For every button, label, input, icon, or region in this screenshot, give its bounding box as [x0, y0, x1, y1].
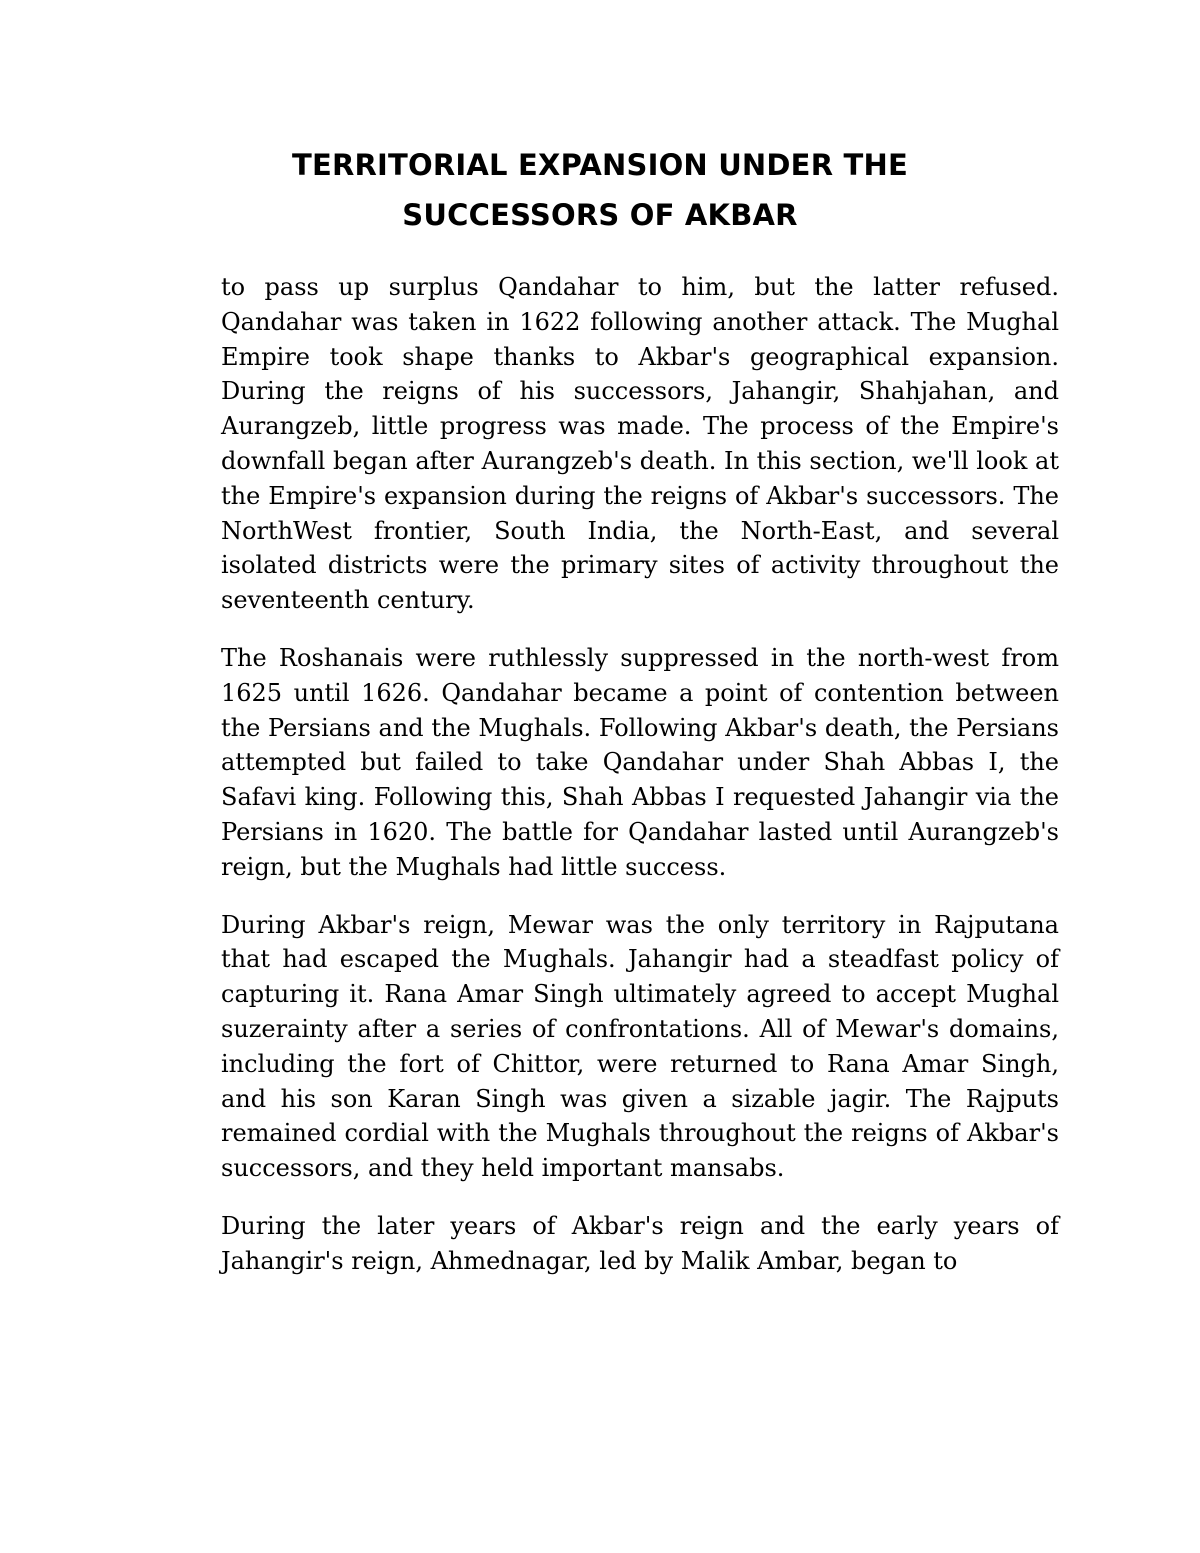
paragraph-2: The Roshanais were ruthlessly suppressed in the north-west from 1625 until 1626. Qandahar became a point of contention between the Persians and the Mughals. Following Akbar's death, the Persians attempted but failed to take Qandahar under Shah Abbas I, the Safavi king. Following this, Shah Abbas I requested Jahangir via the Persians in 1620. The battle for Qandahar lasted until Aurangzeb's reign, but the Mughals had little success. [221, 643, 1059, 881]
page-title [160, 140, 1040, 240]
title-line-1: TERRITORIAL EXPANSION UNDER THE [292, 148, 908, 182]
title-line-2: SUCCESSORS OF AKBAR [402, 198, 798, 232]
body-text [221, 270, 1059, 1302]
paragraph-1: to pass up surplus Qandahar to him, but the latter refused. Qandahar was taken in 1622 following another attack. The Mughal Empire took shape thanks to Akbar's geographical expansion. During the reigns of his successors, Jahangir, Shahjahan, and Aurangzeb, little progress was made. The process of the Empire's downfall began after Aurangzeb's death. In this section, we'll look at the Empire's expansion during the reigns of Akbar's successors. The NorthWest frontier, South India, the North-East, and several isolated districts were the primary sites of activity throughout the seventeenth century. [221, 273, 1059, 615]
paragraph-4: During the later years of Akbar's reign and the early years of Jahangir's reign, Ahmednagar, led by Malik Ambar, began to [221, 1211, 1059, 1275]
paragraph-3: During Akbar's reign, Mewar was the only territory in Rajputana that had escaped the Mughals. Jahangir had a steadfast policy of capturing it. Rana Amar Singh ultimately agreed to accept Mughal suzerainty after a series of confrontations. All of Mewar's domains, including the fort of Chittor, were returned to Rana Amar Singh, and his son Karan Singh was given a sizable jagir. The Rajputs remained cordial with the Mughals throughout the reigns of Akbar's successors, and they held important mansabs. [221, 910, 1059, 1183]
